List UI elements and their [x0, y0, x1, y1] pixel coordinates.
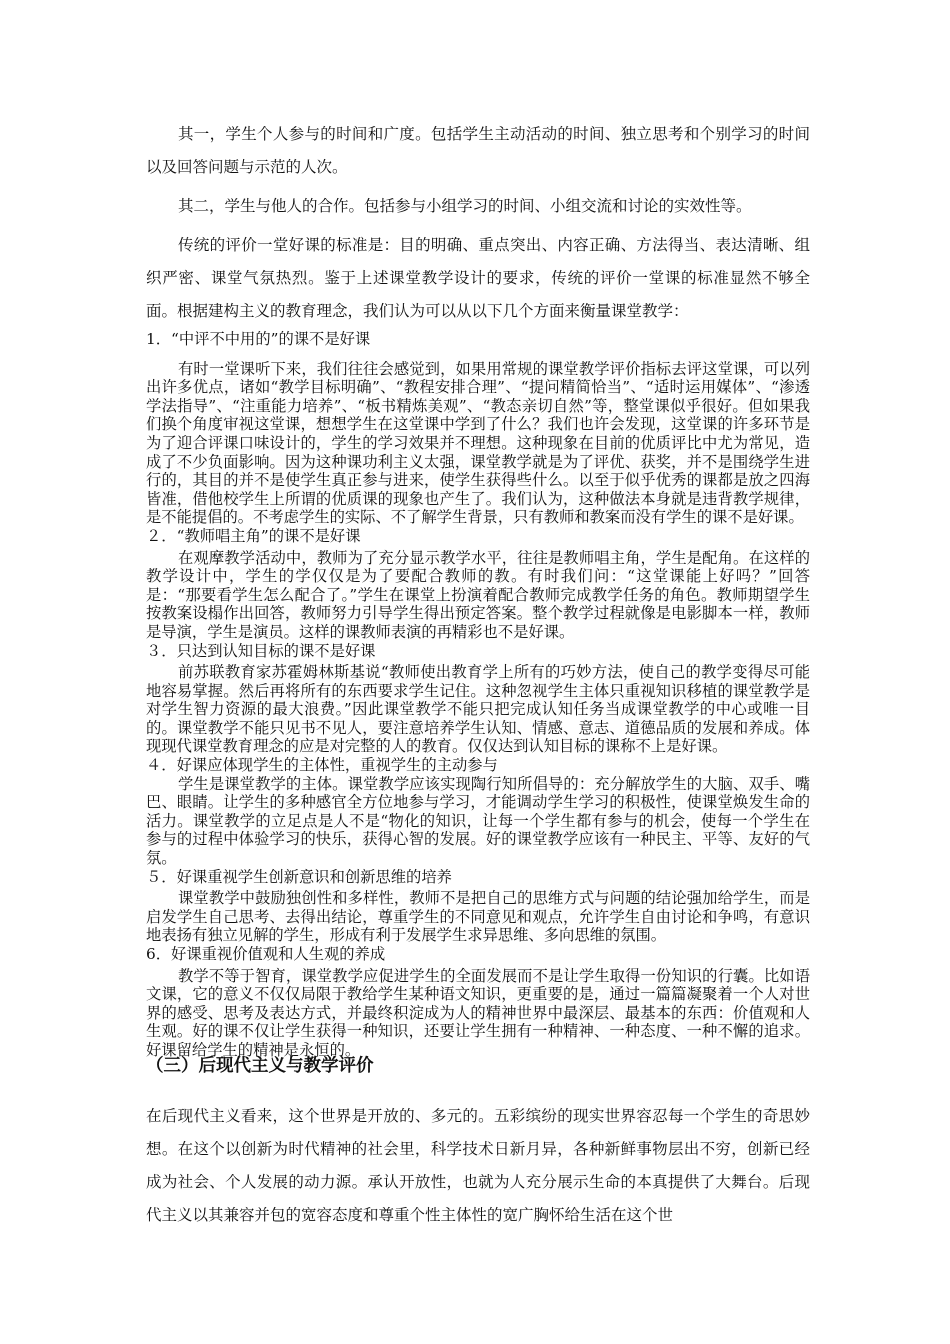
criterion-body-1: 有时一堂课听下来，我们往往会感觉到，如果用常规的课堂教学评价指标去评这堂课，可以列出许多优点，诸如“教学目标明确”、“教程安排合理”、“提问精简恰当”、“适时运用媒体”、“渗透学法指导”、“注重能力培养”、“板书精炼美观”、“教态亲切自然”等，整堂课似乎很好。但如果我们换个角度审视这堂课，想想学生在这堂课中学到了什么？我们也许会发现，这堂课的许多环节是为了迎合评课口味设计的，学生的学习效果并不理想。这种现象在目前的优质评比中尤为常见，造成了不少负面影响。因为这种课功利主义太强，课堂教学就是为了评优、获奖，并不是围绕学生进行的，其目的并不是使学生真正参与进来，使学生获得些什么。以至于似乎优秀的课都是放之四海皆准，借他校学生上所谓的优质课的现象也产生了。我们认为，这种做法本身就是违背教学规律，是不能提倡的。不考虑学生的实际、不了解学生背景，只有教师和教案而没有学生的课不是好课。	[146, 359, 810, 527]
paragraph-traditional-standard: 传统的评价一堂好课的标准是：目的明确、重点突出、内容正确、方法得当、表达清晰、组织严密、课堂气氛热烈。鉴于上述课堂教学设计的要求，传统的评价一堂课的标准显然不够全面。根据建构主义的教育理念，我们认为可以从以下几个方面来衡量课堂教学：	[146, 236, 810, 320]
criterion-body-5: 课堂教学中鼓励独创性和多样性，教师不是把自己的思维方式与问题的结论强加给学生，而是启发学生自己思考、去得出结论，尊重学生的不同意见和观点，允许学生自由讨论和争鸣，有意识地表扬有独立见解的学生，形成有利于发展学生求异思维、多向思维的氛围。	[146, 889, 810, 945]
criterion-heading-5: ５．好课重视学生创新意识和创新思维的培养	[146, 867, 452, 886]
paragraph-postmodernism: 在后现代主义看来，这个世界是开放的、多元的。五彩缤纷的现实世界容忍每一个学生的奇思妙想。在这个以创新为时代精神的社会里，科学技术日新月异，各种新鲜事物层出不穷，创新已经成为社会、个人发展的动力源。承认开放性，也就为人充分展示生命的本真提供了大舞台。后现代主义以其兼容并包的宽容态度和尊重个性主体性的宽广胸怀给生活在这个世	[146, 1107, 810, 1224]
paragraph-cooperation: 其二，学生与他人的合作。包括参与小组学习的时间、小组交流和讨论的实效性等。	[178, 197, 752, 215]
criterion-body-6: 教学不等于智育，课堂教学应促进学生的全面发展而不是让学生取得一份知识的行囊。比如语文课，它的意义不仅仅局限于教给学生某种语文知识，更重要的是，通过一篇篇凝聚着一个人对世界的感受、思考及表达方式，并最终积淀成为人的精神世界中最深层、最基本的东西：价值观和人生观。好的课不仅让学生获得一种知识，还要让学生拥有一种精神、一种态度、一种不懈的追求。好课留给学生的精神是永恒的。	[146, 966, 810, 1059]
criterion-body-4: 学生是课堂教学的主体。课堂教学应该实现陶行知所倡导的：充分解放学生的大脑、双手、嘴巴、眼睛。让学生的多种感官全方位地参与学习，才能调动学生学习的积极性，使课堂焕发生命的活力。课堂教学的立足点是人不是“物化的知识，让每一个学生都有参与的机会，使每一个学生在参与的过程中体验学习的快乐，获得心智的发展。好的课堂教学应该有一种民主、平等、友好的气氛。	[146, 774, 810, 868]
paragraph-individual-participation: 其一，学生个人参与的时间和广度。包括学生主动活动的时间、独立思考和个别学习的时间以及回答问题与示范的人次。	[146, 125, 810, 176]
criterion-heading-4: ４．好课应体现学生的主体性，重视学生的主动参与	[146, 756, 498, 775]
criterion-body-2: 在观摩教学活动中，教师为了充分显示教学水平，往往是教师唱主角，学生是配角。在这样的教学设计中，学生的学仅仅是为了要配合教师的教。有时我们问：“这堂课能上好吗？”回答是：“那要看学生怎么配合了。”学生在课堂上扮演着配合教师完成教学任务的角色。教师期望学生按教案设榻作出回答，教师努力引导学生得出预定答案。整个教学过程就像是电影脚本一样，教师是导演，学生是演员。这样的课教师表演的再精彩也不是好课。	[146, 548, 810, 641]
criterion-body-3: 前苏联教育家苏霍姆林斯基说“教师使出教育学上所有的巧妙方法，使自己的教学变得尽可能地容易掌握。然后再将所有的东西要求学生记住。这种忽视学生主体只重视知识移植的课堂教学是对学生智力资源的最大浪费。”因此课堂教学不能只把完成认知任务当成课堂教学的中心或唯一目的。课堂教学不能只见书不见人，要注意培养学生认知、情感、意志、道德品质的发展和养成。体现现代课堂教育理念的应是对完整的人的教育。仅仅达到认知目标的课称不上是好课。	[146, 663, 810, 756]
criterion-heading-1: 1．“中评不中用的”的课不是好课	[146, 330, 371, 348]
criterion-heading-2: ２．“教师唱主角”的课不是好课	[146, 526, 361, 545]
section-heading: （三）后现代主义与教学评价	[146, 1056, 374, 1076]
criterion-heading-6: 6．好课重视价值观和人生观的养成	[146, 945, 386, 963]
good-lesson-criteria	[146, 322, 810, 1060]
criterion-heading-3: ３．只达到认知目标的课不是好课	[146, 641, 376, 660]
